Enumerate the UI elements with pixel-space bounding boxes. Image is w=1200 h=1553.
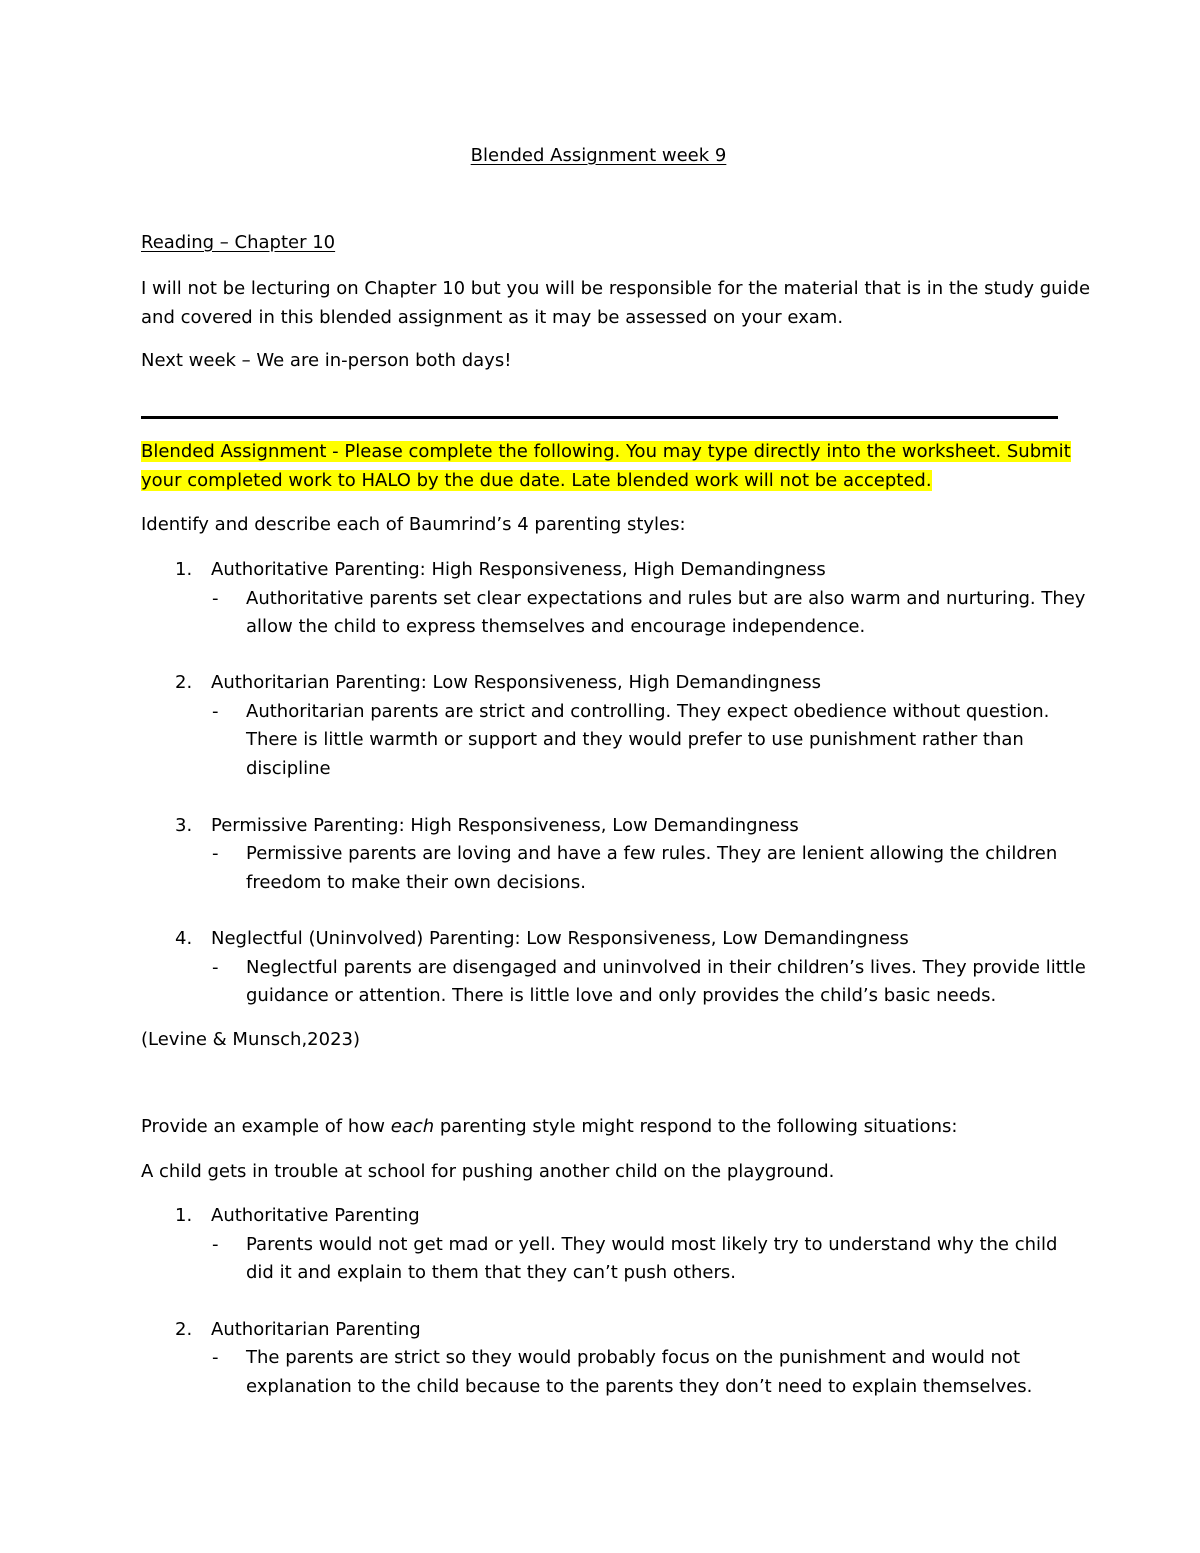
instructions-line-2: [141, 470, 932, 492]
list-number: 1.: [175, 559, 193, 580]
dash-bullet: -: [212, 701, 219, 722]
style-description-line: freedom to make their own decisions.: [246, 872, 586, 893]
response-heading-authoritarian: Authoritarian Parenting: [211, 1319, 421, 1340]
situation-text: A child gets in trouble at school for pushing another child on the playground.: [141, 1161, 835, 1182]
style-heading-permissive: Permissive Parenting: High Responsiveness, Low Demandingness: [211, 815, 799, 836]
dash-bullet: -: [212, 1347, 219, 1368]
list-number: 2.: [175, 1319, 193, 1340]
response-line: Parents would not get mad or yell. They would most likely try to understand why the child: [246, 1234, 1058, 1255]
response-line: explanation to the child because to the parents they don’t need to explain themselves.: [246, 1376, 1033, 1397]
style-description-line: discipline: [246, 758, 331, 779]
document-title: Blended Assignment week 9: [470, 145, 727, 166]
style-description-line: Authoritative parents set clear expectations and rules but are also warm and nurturing. They: [246, 588, 1086, 609]
style-description-line: Permissive parents are loving and have a few rules. They are lenient allowing the children: [246, 843, 1058, 864]
example-prompt-emphasis: each: [390, 1116, 435, 1137]
styles-prompt: Identify and describe each of Baumrind’s 4 parenting styles:: [141, 514, 686, 535]
style-description-line: Authoritarian parents are strict and controlling. They expect obedience without question.: [246, 701, 1050, 722]
intro-line-1: I will not be lecturing on Chapter 10 but you will be responsible for the material that is in the study guide: [141, 278, 1091, 299]
response-line: did it and explain to them that they can’t push others.: [246, 1262, 736, 1283]
list-number: 2.: [175, 672, 193, 693]
style-description-line: guidance or attention. There is little love and only provides the child’s basic needs.: [246, 985, 997, 1006]
list-number: 4.: [175, 928, 193, 949]
citation: (Levine & Munsch,2023): [141, 1029, 361, 1050]
highlight-text: Blended Assignment - Please complete the following. You may type directly into the worksheet. Submit: [141, 441, 1071, 462]
list-number: 1.: [175, 1205, 193, 1226]
dash-bullet: -: [212, 843, 219, 864]
example-prompt: [141, 1116, 957, 1138]
style-heading-authoritarian: Authoritarian Parenting: Low Responsiveness, High Demandingness: [211, 672, 821, 693]
intro-line-2: and covered in this blended assignment as it may be assessed on your exam.: [141, 307, 844, 328]
reading-heading: Reading – Chapter 10: [141, 232, 336, 253]
response-heading-authoritative: Authoritative Parenting: [211, 1205, 420, 1226]
style-description-line: allow the child to express themselves and encourage independence.: [246, 616, 866, 637]
highlight-text: your completed work to HALO by the due date. Late blended work will not be accepted.: [141, 470, 932, 491]
dash-bullet: -: [212, 957, 219, 978]
style-description-line: There is little warmth or support and they would prefer to use punishment rather than: [246, 729, 1024, 750]
example-prompt-text: parenting style might respond to the following situations:: [434, 1116, 958, 1137]
example-prompt-text: Provide an example of how: [141, 1116, 391, 1137]
next-week-note: Next week – We are in-person both days!: [141, 350, 512, 371]
style-heading-authoritative: Authoritative Parenting: High Responsiveness, High Demandingness: [211, 559, 826, 580]
response-line: The parents are strict so they would probably focus on the punishment and would not: [246, 1347, 1020, 1368]
dash-bullet: -: [212, 588, 219, 609]
dash-bullet: -: [212, 1234, 219, 1255]
instructions-line-1: [141, 441, 1071, 463]
list-number: 3.: [175, 815, 193, 836]
style-description-line: Neglectful parents are disengaged and uninvolved in their children’s lives. They provide little: [246, 957, 1086, 978]
horizontal-divider: [141, 416, 1058, 419]
style-heading-neglectful: Neglectful (Uninvolved) Parenting: Low Responsiveness, Low Demandingness: [211, 928, 909, 949]
